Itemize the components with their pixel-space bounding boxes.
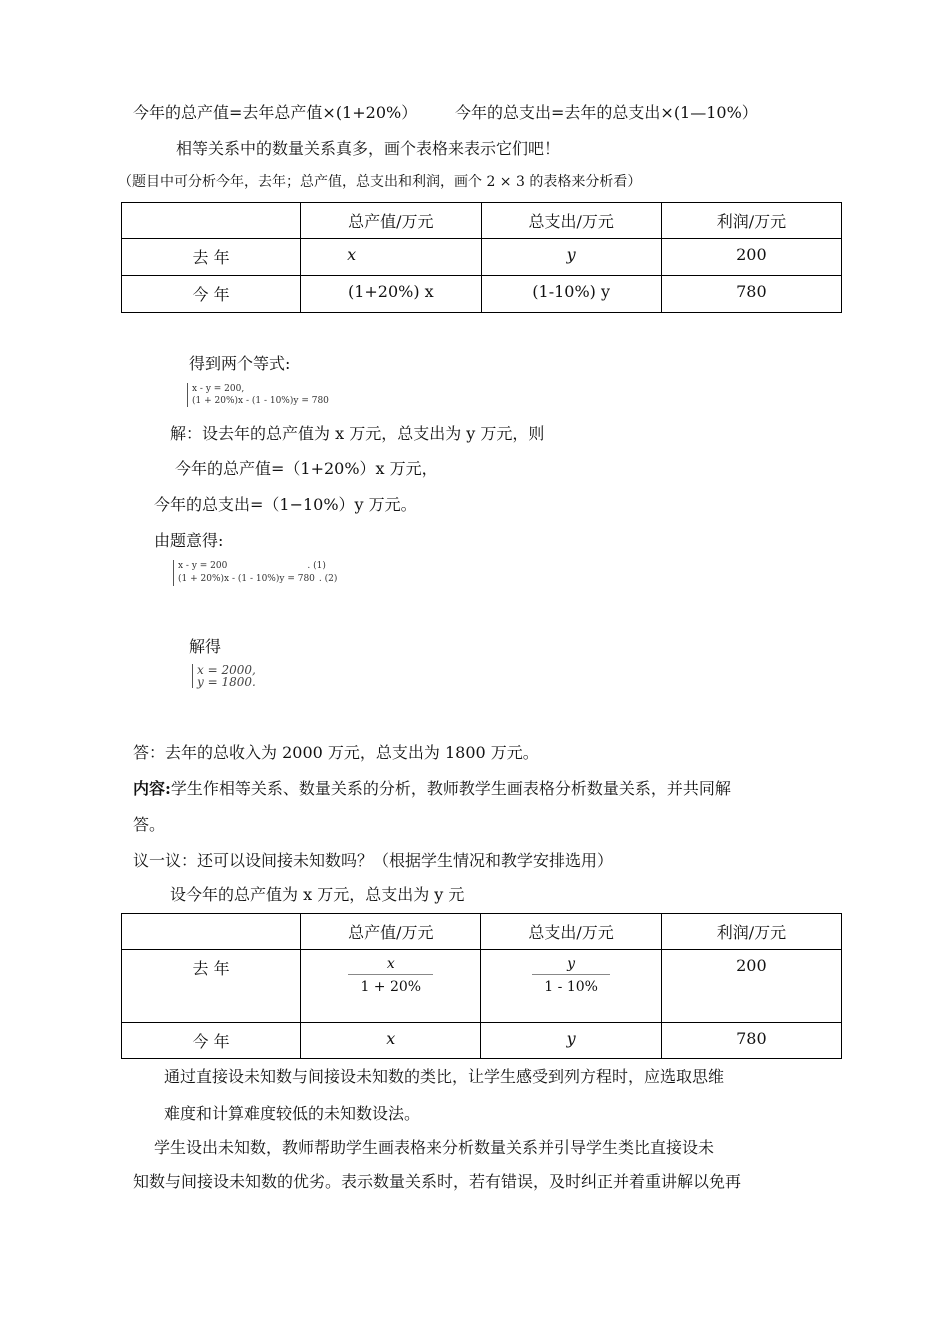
table-header: 总支出/万元 <box>481 914 661 950</box>
table-header: 总支出/万元 <box>481 203 661 239</box>
content-text: 答。 <box>133 815 166 834</box>
table-header: 利润/万元 <box>661 203 841 239</box>
closing-line: 难度和计算难度较低的未知数设法。 <box>164 1104 421 1123</box>
fraction-denominator: 1 - 10% <box>532 974 610 995</box>
fraction-denominator: 1 + 20% <box>348 974 433 995</box>
relation-production: 今年的总产值=去年总产值×(1+20%） <box>133 103 418 122</box>
solution-line: 由题意得: <box>154 531 224 550</box>
equation-system-1 <box>187 383 329 407</box>
content-text: 学生作相等关系、数量关系的分析，教师教学生画表格分析数量关系，并共同解 <box>170 779 731 798</box>
result: x = 2000, <box>197 663 256 677</box>
solution-line: 今年的总产值=（1+20%）x 万元， <box>175 459 438 478</box>
table-cell: 780 <box>661 276 841 313</box>
answer: 答：去年的总收入为 2000 万元，总支出为 1800 万元。 <box>133 743 539 762</box>
solution-line: 今年的总支出=（1−10%）y 万元。 <box>154 495 417 514</box>
equation-tag: . (2) <box>318 574 338 584</box>
fraction-numerator: y <box>567 956 576 972</box>
closing-line: 知数与间接设未知数的优劣。表示数量关系时，若有错误，及时纠正并着重讲解以免再 <box>133 1172 742 1191</box>
table-cell <box>481 950 661 1023</box>
table-header-blank <box>122 203 301 239</box>
analysis-table-indirect <box>121 913 842 1059</box>
table-cell: 780 <box>661 1023 841 1059</box>
equations-intro: 得到两个等式: <box>189 354 291 373</box>
hint-note: （题目中可分析今年，去年；总产值，总支出和利润，画个 2 × 3 的表格来分析看） <box>118 174 642 190</box>
content-line <box>133 776 731 799</box>
solution-line: 解：设去年的总产值为 x 万元，总支出为 y 万元，则 <box>170 424 545 443</box>
table-cell <box>301 950 481 1023</box>
closing-line: 学生设出未知数，教师帮助学生画表格来分析数量关系并引导学生类比直接设未 <box>154 1138 715 1157</box>
table-cell: (1+20%) x <box>301 276 481 313</box>
analysis-table-direct <box>121 202 842 313</box>
fraction <box>348 956 433 995</box>
table-cell: x <box>301 239 481 276</box>
table-header: 总产值/万元 <box>301 203 481 239</box>
fraction <box>532 956 610 995</box>
table-cell: (1-10%) y <box>481 276 661 313</box>
table-row <box>122 1023 842 1059</box>
equation: x - y = 200, <box>192 384 245 394</box>
table-row <box>122 239 842 276</box>
equation-system-2 <box>173 560 337 586</box>
table-header-blank <box>122 914 301 950</box>
table-cell: 200 <box>661 239 841 276</box>
hint-line: 相等关系中的数量关系真多，画个表格来表示它们吧！ <box>176 139 561 158</box>
row-label: 今 年 <box>122 276 301 313</box>
content-label: 内容: <box>133 779 171 798</box>
discuss-question: 议一议：还可以设间接未知数吗？（根据学生情况和教学安排选用） <box>133 851 614 870</box>
solve-label: 解得 <box>189 637 222 656</box>
table-row <box>122 276 842 313</box>
table-cell: 200 <box>661 950 841 1023</box>
row-label: 去 年 <box>122 950 301 1023</box>
discuss-set: 设今年的总产值为 x 万元，总支出为 y 元 <box>170 885 465 904</box>
table-header: 总产值/万元 <box>301 914 481 950</box>
result: y = 1800. <box>197 675 256 689</box>
table-cell: y <box>481 1023 661 1059</box>
table-row <box>122 950 842 1023</box>
solution-result <box>192 664 256 688</box>
equation: (1 + 20%)x - (1 - 10%)y = 780 <box>192 396 329 406</box>
table-header: 利润/万元 <box>661 914 841 950</box>
equation-tag: . (1) <box>307 561 326 571</box>
closing-line: 通过直接设未知数与间接设未知数的类比，让学生感受到列方程时，应选取思维 <box>164 1067 725 1086</box>
relation-expense: 今年的总支出=去年的总支出×(1—10%） <box>455 103 758 122</box>
equation: x - y = 200 <box>178 561 228 571</box>
table-cell: x <box>301 1023 481 1059</box>
fraction-numerator: x <box>386 956 395 972</box>
table-cell: y <box>481 239 661 276</box>
equation: (1 + 20%)x - (1 - 10%)y = 780 <box>178 574 315 584</box>
row-label: 今 年 <box>122 1023 301 1059</box>
row-label: 去 年 <box>122 239 301 276</box>
